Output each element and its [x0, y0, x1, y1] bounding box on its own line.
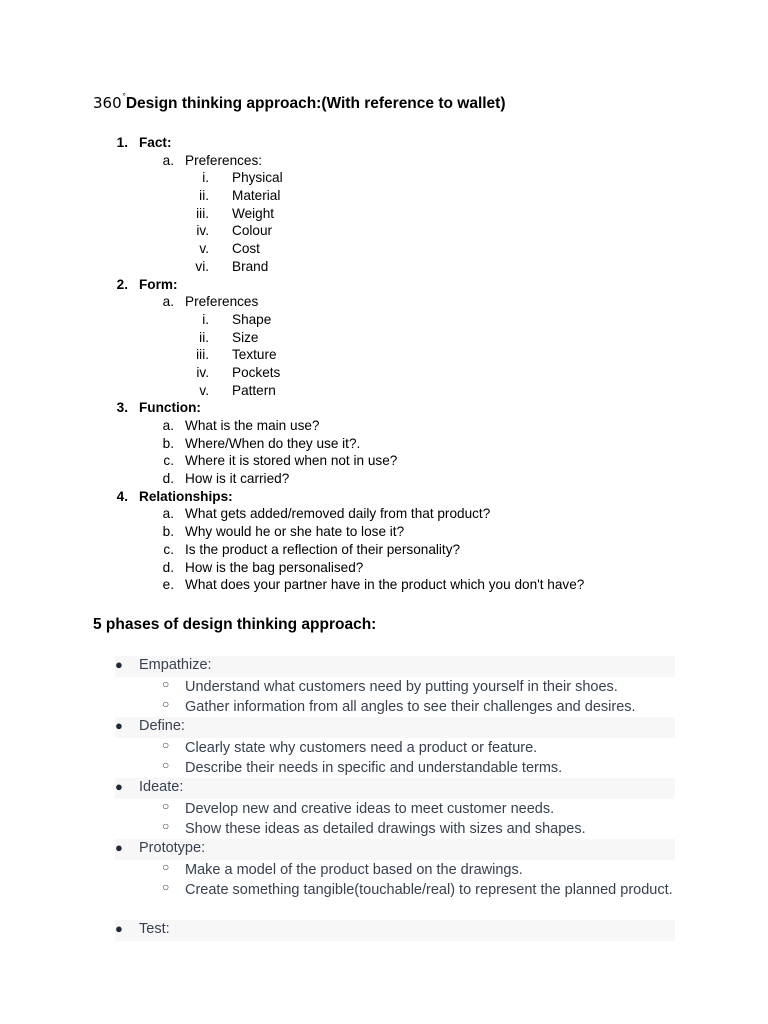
phase-subitem: ○ Gather information from all angles to see their challenges and desires.: [162, 697, 636, 715]
filled-bullet-icon: ●: [115, 921, 123, 936]
outline-item-fact: 1. Fact:: [116, 135, 172, 150]
outline-subitem: a. Preferences: [162, 294, 259, 310]
phase-subitem: ○ Make a model of the product based on the drawings.: [162, 860, 523, 878]
phases-heading: 5 phases of design thinking approach:: [93, 616, 377, 633]
phase-item-ideate: ● Ideate:: [115, 778, 675, 799]
filled-bullet-icon: ●: [115, 657, 123, 672]
outline-subitem: a. What gets added/removed daily from that product?: [162, 506, 491, 522]
phase-item-prototype: ● Prototype:: [115, 839, 675, 860]
outline-item-form: 2. Form:: [116, 276, 178, 292]
phase-item-test: ● Test:: [115, 920, 675, 941]
outline-subitem: b. Where/When do they use it?.: [162, 435, 361, 451]
outline-leaf: iii. Texture: [196, 347, 277, 363]
document-title: [93, 92, 506, 113]
hollow-bullet-icon: ○: [162, 677, 170, 691]
outline-leaf: ii. Size: [199, 329, 259, 345]
outline-subitem: a. Preferences:: [162, 152, 263, 168]
outline-leaf: vi. Brand: [195, 258, 269, 274]
hollow-bullet-icon: ○: [162, 880, 170, 894]
title-text: Design thinking approach:(With reference to wallet): [125, 95, 506, 112]
phase-subitem: ○ Understand what customers need by putting yourself in their shoes.: [162, 677, 618, 695]
outline-subitem: e. What does your partner have in the product which you don't have?: [162, 577, 585, 593]
phase-subitem: ○ Clearly state why customers need a product or feature.: [162, 738, 538, 756]
phase-item-empathize: ● Empathize:: [115, 656, 675, 677]
hollow-bullet-icon: ○: [162, 738, 170, 752]
outline-item-function: 3. Function:: [116, 400, 201, 416]
filled-bullet-icon: ●: [115, 779, 123, 794]
filled-bullet-icon: ●: [115, 718, 123, 733]
outline-subitem: d. How is it carried?: [162, 471, 290, 487]
hollow-bullet-icon: ○: [162, 758, 170, 772]
outline-leaf: i. Physical: [202, 170, 283, 186]
outline-leaf: ii. Material: [199, 188, 281, 204]
phase-subitem: ○ Create something tangible(touchable/real) to represent the planned product.: [162, 880, 673, 898]
outline-subitem: a. What is the main use?: [162, 418, 320, 433]
outline-leaf: iv. Pockets: [196, 364, 281, 380]
hollow-bullet-icon: ○: [162, 697, 170, 711]
hollow-bullet-icon: ○: [162, 860, 170, 874]
outline-item-relationships: 4. Relationships:: [116, 488, 233, 504]
phase-subitem: ○ Show these ideas as detailed drawings with sizes and shapes.: [162, 819, 586, 837]
outline-leaf: iv. Colour: [196, 223, 273, 239]
outline-leaf: v. Pattern: [199, 382, 276, 398]
phase-subitem: ○ Describe their needs in specific and understandable terms.: [162, 758, 563, 776]
outline-subitem: c. Is the product a reflection of their personality?: [163, 541, 461, 557]
outline-subitem: d. How is the bag personalised?: [162, 559, 364, 575]
outline-leaf: i. Shape: [202, 311, 272, 327]
outline-list: [0, 134, 768, 594]
phase-item-define: ● Define:: [115, 717, 675, 738]
title-prefix: 360: [93, 94, 122, 112]
outline-subitem: c. Where it is stored when not in use?: [163, 453, 398, 469]
phase-subitem: ○ Develop new and creative ideas to meet customer needs.: [162, 799, 555, 817]
hollow-bullet-icon: ○: [162, 819, 170, 833]
phases-list: [0, 656, 768, 941]
outline-leaf: v. Cost: [199, 241, 260, 257]
hollow-bullet-icon: ○: [162, 799, 170, 813]
outline-subitem: b. Why would he or she hate to lose it?: [162, 524, 405, 540]
title-degree-mark: °: [122, 92, 126, 101]
outline-leaf: iii. Weight: [196, 205, 275, 221]
filled-bullet-icon: ●: [115, 840, 123, 855]
